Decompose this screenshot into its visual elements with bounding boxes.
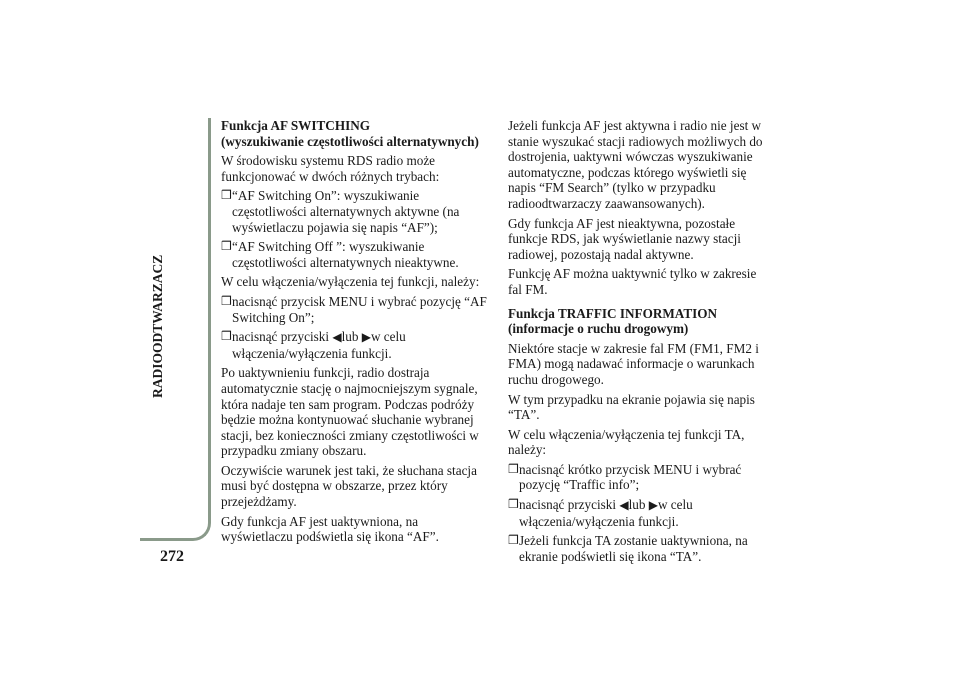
list-item	[508, 497, 770, 529]
list-item	[221, 188, 493, 235]
right-arrow-icon: ▶	[361, 330, 371, 345]
checkbox-bullet-icon: ❒	[221, 329, 232, 344]
list-item-text: “AF Switching Off ”: wyszukiwanie częstotliwości alternatywnych nieaktywne.	[232, 239, 459, 270]
heading-af-switching-title: Funkcja AF SWITCHING	[221, 118, 370, 133]
left-arrow-icon: ◀	[619, 498, 629, 513]
heading-af-switching-subtitle: (wyszukiwanie częstotliwości alternatywnych)	[221, 133, 479, 149]
checkbox-bullet-icon: ❒	[508, 461, 519, 476]
right-column	[508, 118, 770, 568]
paragraph: Niektóre stacje w zakresie fal FM (FM1, FM2 i FMA) mogą nadawać informacje o warunkach ruchu drogowego.	[508, 340, 759, 387]
list-item-text: nacisnąć krótko przycisk MENU i wybrać pozycję “Traffic info”;	[519, 461, 742, 493]
list-item-text-mid: lub	[628, 497, 646, 513]
list-item-text: nacisnąć przycisk MENU i wybrać pozycję “AF Switching On”;	[232, 293, 487, 325]
checkbox-bullet-icon: ❒	[221, 293, 232, 308]
right-arrow-icon: ▶	[648, 498, 658, 513]
list-item-text-mid: lub	[341, 329, 359, 345]
paragraph: Gdy funkcja AF jest uaktywniona, na wyświetlaczu podświetla się ikona “AF”.	[221, 513, 439, 545]
section-label	[150, 138, 180, 398]
checkbox-bullet-icon: ❒	[508, 497, 519, 512]
list-item-text-pre: nacisnąć przyciski	[232, 329, 330, 345]
list-item-text: “AF Switching On”: wyszukiwanie częstotliwości alternatywnych aktywne (na wyświetlaczu pojawia się napis “AF”);	[232, 188, 460, 235]
left-arrow-icon: ◀	[332, 330, 342, 345]
list-item	[221, 329, 493, 361]
paragraph: Oczywiście warunek jest taki, że słuchana stacja musi być dostępna w obszarze, przez który przejeżdżamy.	[221, 462, 477, 510]
list-item	[508, 462, 770, 493]
list-item-text-post: w celu włączenia/wyłączenia funkcji.	[232, 329, 406, 361]
list-item	[221, 239, 493, 270]
section-label-text: RADIOODTWARZACZ	[150, 254, 165, 398]
list-item-text: Jeżeli funkcja TA zostanie uaktywniona, na ekranie podświetli się ikona “TA”.	[519, 533, 748, 564]
checkbox-bullet-icon: ❒	[221, 188, 232, 203]
paragraph: W celu włączenia/wyłączenia tej funkcji, należy:	[221, 274, 480, 290]
checkbox-bullet-icon: ❒	[221, 239, 232, 254]
checkbox-bullet-icon: ❒	[508, 533, 519, 548]
heading-traffic-information	[508, 306, 770, 337]
heading-af-switching	[221, 118, 493, 149]
paragraph: W środowisku systemu RDS radio może funkcjonować w dwóch różnych trybach:	[221, 153, 440, 184]
paragraph: W celu włączenia/wyłączenia tej funkcji TA, należy:	[508, 426, 745, 458]
paragraph: Funkcję AF można uaktywnić tylko w zakresie fal FM.	[508, 266, 757, 297]
paragraph: Gdy funkcja AF jest nieaktywna, pozostałe funkcje RDS, jak wyświetlanie nazwy stacji radiowej, pozostają nadal aktywne.	[508, 215, 741, 262]
list-item	[221, 294, 493, 325]
list-item-text-pre: nacisnąć przyciski	[519, 497, 617, 513]
left-column	[221, 118, 493, 549]
heading-traffic-information-title: Funkcja TRAFFIC INFORMATION	[508, 305, 718, 321]
list-item-text-post: w celu włączenia/wyłączenia funkcji.	[519, 497, 693, 529]
paragraph: Po uaktywnieniu funkcji, radio dostraja automatycznie stację o najmocniejszym sygnale, która nadaje ten sam program. Podczas podróży będzie można kontynuować słuchanie wybranej stacji, bez konieczności zmiany częstotliwości w przypadku zmiany obszaru.	[221, 365, 479, 459]
heading-traffic-information-subtitle: (informacje o ruchu drogowym)	[508, 321, 689, 337]
paragraph: Jeżeli funkcja AF jest aktywna i radio nie jest w stanie wyszukać stacji radiowych możliwych do dostrojenia, uaktywni wówczas wyszukiwanie automatyczne, podczas którego wyświetli się napis “FM Search” (tylko w przypadku radioodtwarzaczy zaawansowanych).	[508, 118, 763, 211]
paragraph: W tym przypadku na ekranie pojawia się napis “TA”.	[508, 391, 755, 423]
list-item	[508, 533, 770, 564]
page-number: 272	[160, 548, 184, 565]
